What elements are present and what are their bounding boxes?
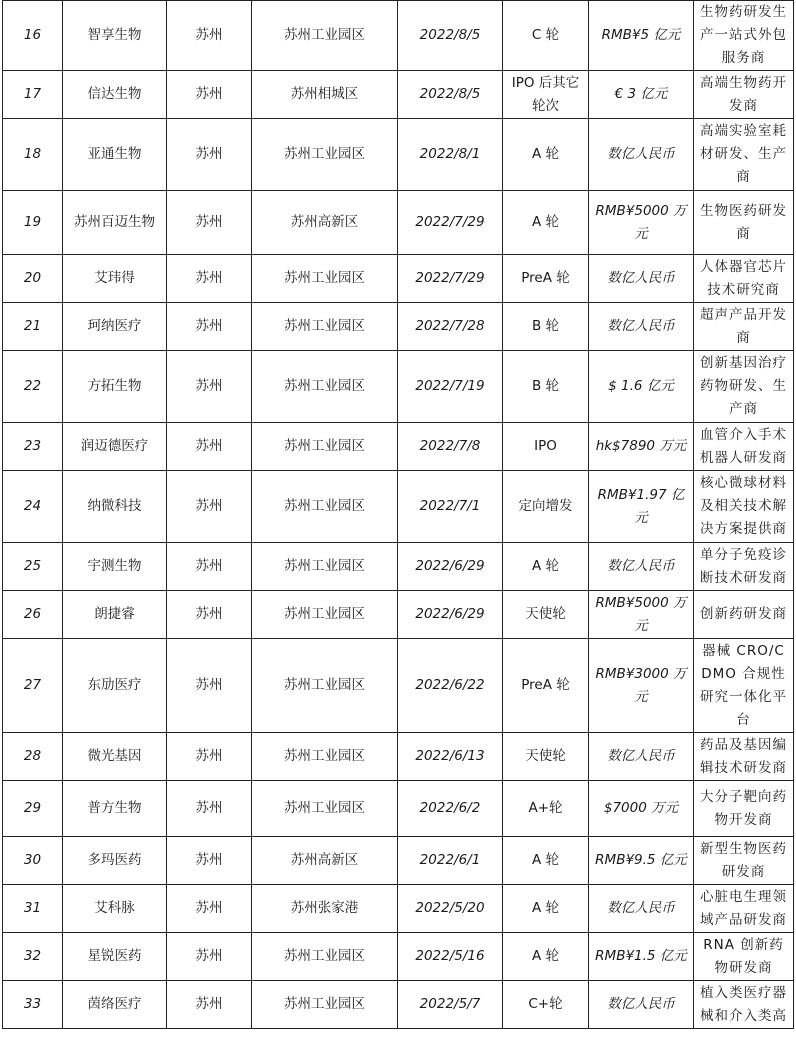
cell-round: A 轮 <box>503 933 589 981</box>
cell-desc: 生物药研发生产一站式外包服务商 <box>694 1 794 71</box>
investment-table <box>2 0 794 1029</box>
cell-no: 18 <box>3 119 63 191</box>
cell-district: 苏州高新区 <box>252 837 398 885</box>
cell-district: 苏州工业园区 <box>252 471 398 543</box>
cell-date: 2022/8/5 <box>398 71 503 119</box>
cell-round: 定向增发 <box>503 471 589 543</box>
cell-no: 28 <box>3 733 63 781</box>
table-row <box>3 71 794 119</box>
cell-name: 珂纳医疗 <box>63 303 167 351</box>
cell-amount: 数亿人民币 <box>589 543 694 591</box>
table-row <box>3 423 794 471</box>
cell-desc: 超声产品开发商 <box>694 303 794 351</box>
cell-district: 苏州工业园区 <box>252 543 398 591</box>
cell-name: 多玛医药 <box>63 837 167 885</box>
cell-name: 智享生物 <box>63 1 167 71</box>
cell-desc: 生物医药研发商 <box>694 191 794 255</box>
cell-no: 29 <box>3 781 63 837</box>
cell-no: 17 <box>3 71 63 119</box>
cell-no: 27 <box>3 639 63 733</box>
cell-name: 方拓生物 <box>63 351 167 423</box>
cell-round: 天使轮 <box>503 733 589 781</box>
cell-no: 25 <box>3 543 63 591</box>
cell-no: 33 <box>3 981 63 1029</box>
cell-city: 苏州 <box>167 591 252 639</box>
table-row <box>3 255 794 303</box>
table-row <box>3 1 794 71</box>
cell-city: 苏州 <box>167 119 252 191</box>
cell-district: 苏州张家港 <box>252 885 398 933</box>
cell-desc: 核心微球材料及相关技术解决方案提供商 <box>694 471 794 543</box>
cell-round: A+轮 <box>503 781 589 837</box>
table-row <box>3 119 794 191</box>
cell-city: 苏州 <box>167 933 252 981</box>
cell-desc: 单分子免疫诊断技术研发商 <box>694 543 794 591</box>
cell-amount: $7000 万元 <box>589 781 694 837</box>
cell-date: 2022/6/1 <box>398 837 503 885</box>
table-row <box>3 303 794 351</box>
cell-amount: 数亿人民币 <box>589 981 694 1029</box>
cell-date: 2022/8/1 <box>398 119 503 191</box>
cell-district: 苏州工业园区 <box>252 119 398 191</box>
cell-no: 32 <box>3 933 63 981</box>
cell-district: 苏州工业园区 <box>252 639 398 733</box>
cell-district: 苏州工业园区 <box>252 1 398 71</box>
cell-name: 润迈德医疗 <box>63 423 167 471</box>
table-row <box>3 837 794 885</box>
cell-city: 苏州 <box>167 733 252 781</box>
cell-date: 2022/7/19 <box>398 351 503 423</box>
cell-city: 苏州 <box>167 885 252 933</box>
cell-city: 苏州 <box>167 1 252 71</box>
cell-no: 22 <box>3 351 63 423</box>
cell-city: 苏州 <box>167 255 252 303</box>
cell-amount: RMB¥5000 万元 <box>589 191 694 255</box>
cell-name: 艾玮得 <box>63 255 167 303</box>
table-row <box>3 191 794 255</box>
cell-name: 宇测生物 <box>63 543 167 591</box>
cell-city: 苏州 <box>167 471 252 543</box>
cell-date: 2022/6/29 <box>398 543 503 591</box>
cell-no: 24 <box>3 471 63 543</box>
cell-amount: RMB¥1.5 亿元 <box>589 933 694 981</box>
cell-district: 苏州工业园区 <box>252 733 398 781</box>
cell-district: 苏州相城区 <box>252 71 398 119</box>
cell-round: IPO 后其它轮次 <box>503 71 589 119</box>
cell-date: 2022/5/20 <box>398 885 503 933</box>
cell-city: 苏州 <box>167 351 252 423</box>
cell-amount: RMB¥3000 万元 <box>589 639 694 733</box>
cell-date: 2022/7/29 <box>398 191 503 255</box>
cell-desc: 创新基因治疗药物研发、生产商 <box>694 351 794 423</box>
cell-desc: 器械 CRO/CDMO 合规性研究一体化平台 <box>694 639 794 733</box>
cell-date: 2022/6/2 <box>398 781 503 837</box>
cell-amount: RMB¥5000 万元 <box>589 591 694 639</box>
table-row <box>3 885 794 933</box>
cell-district: 苏州工业园区 <box>252 781 398 837</box>
cell-date: 2022/6/29 <box>398 591 503 639</box>
cell-name: 艾科脉 <box>63 885 167 933</box>
cell-no: 26 <box>3 591 63 639</box>
cell-city: 苏州 <box>167 639 252 733</box>
cell-date: 2022/7/29 <box>398 255 503 303</box>
cell-amount: RMB¥1.97 亿元 <box>589 471 694 543</box>
cell-desc: 植入类医疗器械和介入类高 <box>694 981 794 1029</box>
cell-round: C 轮 <box>503 1 589 71</box>
cell-amount: RMB¥9.5 亿元 <box>589 837 694 885</box>
cell-amount: $ 1.6 亿元 <box>589 351 694 423</box>
cell-amount: RMB¥5 亿元 <box>589 1 694 71</box>
cell-date: 2022/8/5 <box>398 1 503 71</box>
cell-city: 苏州 <box>167 423 252 471</box>
cell-district: 苏州工业园区 <box>252 933 398 981</box>
cell-desc: RNA 创新药物研发商 <box>694 933 794 981</box>
table-row <box>3 543 794 591</box>
cell-desc: 创新药研发商 <box>694 591 794 639</box>
table-body <box>3 1 794 1029</box>
cell-name: 微光基因 <box>63 733 167 781</box>
cell-no: 31 <box>3 885 63 933</box>
cell-date: 2022/7/28 <box>398 303 503 351</box>
cell-district: 苏州工业园区 <box>252 303 398 351</box>
cell-round: A 轮 <box>503 837 589 885</box>
table-row <box>3 781 794 837</box>
cell-desc: 药品及基因编辑技术研发商 <box>694 733 794 781</box>
table-row <box>3 933 794 981</box>
cell-desc: 大分子靶向药物开发商 <box>694 781 794 837</box>
cell-desc: 人体器官芯片技术研究商 <box>694 255 794 303</box>
cell-amount: 数亿人民币 <box>589 885 694 933</box>
cell-round: A 轮 <box>503 119 589 191</box>
table-row <box>3 591 794 639</box>
cell-desc: 心脏电生理领域产品研发商 <box>694 885 794 933</box>
cell-city: 苏州 <box>167 191 252 255</box>
cell-name: 苏州百迈生物 <box>63 191 167 255</box>
cell-round: PreA 轮 <box>503 639 589 733</box>
cell-no: 23 <box>3 423 63 471</box>
cell-round: A 轮 <box>503 191 589 255</box>
cell-desc: 高端实验室耗材研发、生产商 <box>694 119 794 191</box>
cell-amount: 数亿人民币 <box>589 733 694 781</box>
cell-district: 苏州工业园区 <box>252 423 398 471</box>
cell-round: A 轮 <box>503 885 589 933</box>
cell-name: 普方生物 <box>63 781 167 837</box>
cell-district: 苏州高新区 <box>252 191 398 255</box>
table-row <box>3 981 794 1029</box>
cell-name: 朗捷睿 <box>63 591 167 639</box>
cell-desc: 新型生物医药研发商 <box>694 837 794 885</box>
cell-date: 2022/5/16 <box>398 933 503 981</box>
table-row <box>3 639 794 733</box>
cell-round: B 轮 <box>503 351 589 423</box>
cell-no: 20 <box>3 255 63 303</box>
cell-round: B 轮 <box>503 303 589 351</box>
cell-date: 2022/5/7 <box>398 981 503 1029</box>
cell-name: 信达生物 <box>63 71 167 119</box>
cell-amount: hk$7890 万元 <box>589 423 694 471</box>
cell-no: 21 <box>3 303 63 351</box>
cell-city: 苏州 <box>167 981 252 1029</box>
cell-city: 苏州 <box>167 837 252 885</box>
cell-amount: € 3 亿元 <box>589 71 694 119</box>
cell-city: 苏州 <box>167 71 252 119</box>
cell-round: PreA 轮 <box>503 255 589 303</box>
cell-name: 纳微科技 <box>63 471 167 543</box>
cell-name: 茵络医疗 <box>63 981 167 1029</box>
cell-district: 苏州工业园区 <box>252 255 398 303</box>
cell-round: IPO <box>503 423 589 471</box>
cell-desc: 血管介入手术机器人研发商 <box>694 423 794 471</box>
cell-name: 星锐医药 <box>63 933 167 981</box>
cell-round: A 轮 <box>503 543 589 591</box>
cell-no: 30 <box>3 837 63 885</box>
cell-district: 苏州工业园区 <box>252 591 398 639</box>
table-row <box>3 733 794 781</box>
cell-amount: 数亿人民币 <box>589 119 694 191</box>
cell-city: 苏州 <box>167 781 252 837</box>
cell-date: 2022/7/8 <box>398 423 503 471</box>
cell-no: 16 <box>3 1 63 71</box>
cell-desc: 高端生物药开发商 <box>694 71 794 119</box>
cell-city: 苏州 <box>167 303 252 351</box>
cell-amount: 数亿人民币 <box>589 255 694 303</box>
cell-date: 2022/6/13 <box>398 733 503 781</box>
cell-city: 苏州 <box>167 543 252 591</box>
cell-name: 东劢医疗 <box>63 639 167 733</box>
cell-round: 天使轮 <box>503 591 589 639</box>
cell-date: 2022/6/22 <box>398 639 503 733</box>
cell-no: 19 <box>3 191 63 255</box>
cell-district: 苏州工业园区 <box>252 981 398 1029</box>
cell-amount: 数亿人民币 <box>589 303 694 351</box>
table-row <box>3 351 794 423</box>
cell-round: C+轮 <box>503 981 589 1029</box>
cell-district: 苏州工业园区 <box>252 351 398 423</box>
cell-name: 亚通生物 <box>63 119 167 191</box>
cell-date: 2022/7/1 <box>398 471 503 543</box>
table-row <box>3 471 794 543</box>
